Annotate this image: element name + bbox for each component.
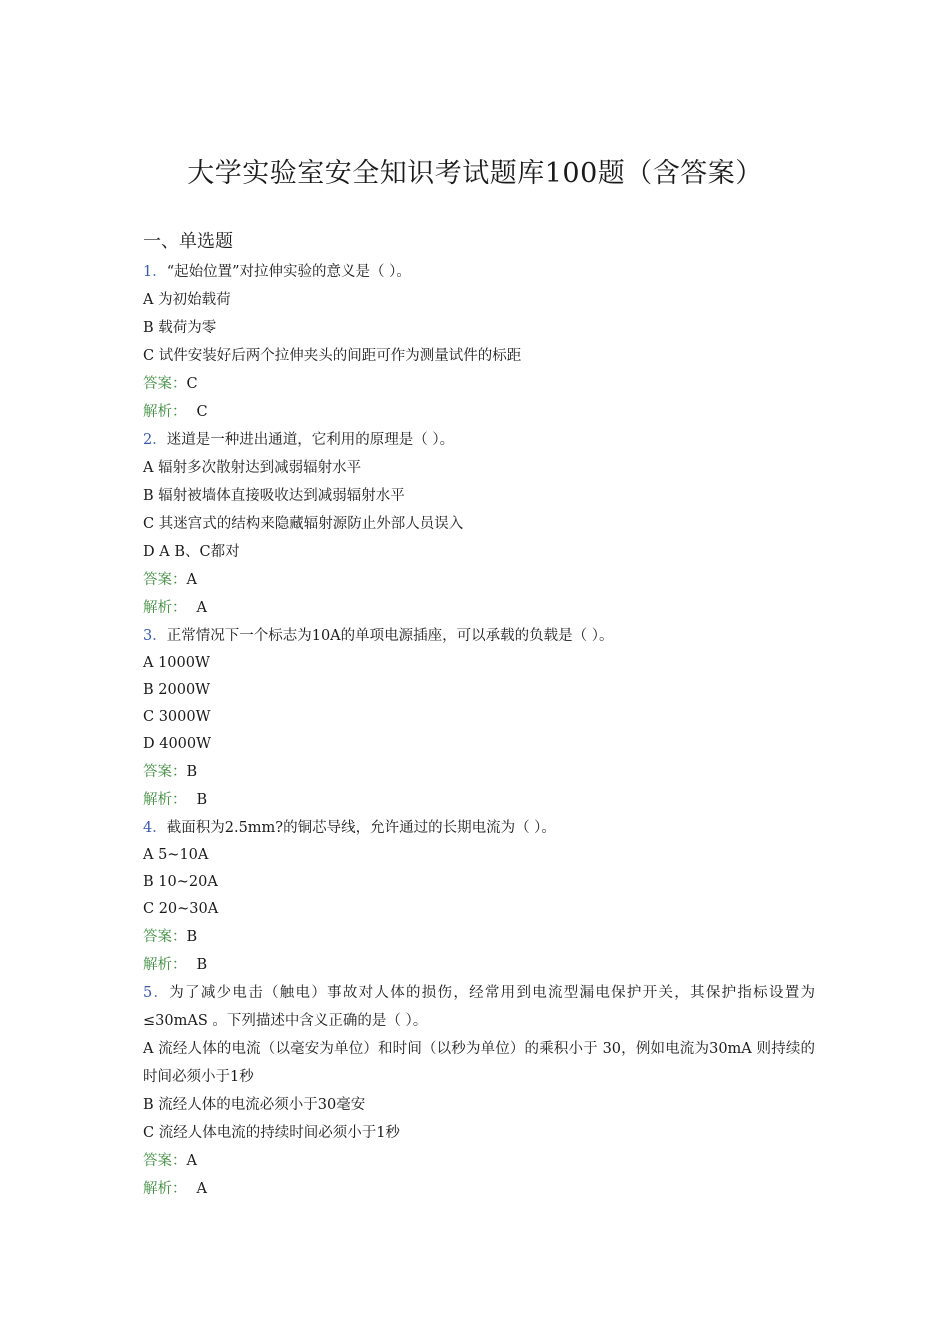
analysis-label: 解析： (143, 957, 187, 973)
question-text: 迷道是一种进出通道，它利用的原理是（ ）。 (166, 432, 455, 448)
question-1 (143, 258, 815, 426)
analysis-label: 解析： (143, 792, 187, 808)
answer-label: 答案： (143, 764, 187, 780)
section-heading: 一、单选题 (143, 231, 233, 252)
option-a: A 辐射多次散射达到减弱辐射水平 (143, 460, 362, 476)
option-c: C 流经人体电流的持续时间必须小于1秒 (143, 1125, 400, 1141)
analysis-value: B (196, 957, 208, 973)
question-text: 正常情况下一个标志为10A的单项电源插座，可以承载的负载是（ ）。 (166, 628, 614, 644)
analysis-value: A (196, 1181, 207, 1197)
option-a: A 1000W (143, 655, 210, 671)
question-number: 4． (143, 820, 167, 836)
question-4 (143, 814, 815, 979)
option-b: B 2000W (143, 682, 211, 698)
option-b: B 流经人体的电流必须小于30毫安 (143, 1097, 366, 1113)
question-5 (143, 979, 815, 1203)
option-b: B 辐射被墙体直接吸收达到减弱辐射水平 (143, 488, 405, 504)
option-d: D 4000W (143, 736, 212, 752)
option-c: C 3000W (143, 709, 211, 725)
analysis-label: 解析： (143, 1181, 187, 1197)
page-title: 大学实验室安全知识考试题库100题（含答案） (187, 158, 763, 189)
answer-value: C (186, 376, 198, 392)
analysis-label: 解析： (143, 404, 187, 420)
question-number: 5． (143, 985, 170, 1001)
answer-value: B (186, 764, 198, 780)
option-c: C 试件安装好后两个拉伸夹头的间距可作为测量试件的标距 (143, 348, 522, 364)
question-text: 截面积为2.5mm?的铜芯导线，允许通过的长期电流为（ ）。 (166, 820, 556, 836)
analysis-value: B (196, 792, 208, 808)
question-2 (143, 426, 815, 622)
option-b: B 10~20A (143, 874, 218, 890)
question-text: “起始位置”对拉伸实验的意义是（ ）。 (166, 264, 411, 280)
answer-label: 答案： (143, 929, 187, 945)
answer-label: 答案： (143, 1153, 187, 1169)
question-number: 3． (143, 628, 167, 644)
option-b: B 载荷为零 (143, 320, 217, 336)
analysis-value: C (196, 404, 208, 420)
option-c: C 20~30A (143, 901, 219, 917)
option-c: C 其迷宫式的结构来隐藏辐射源防止外部人员误入 (143, 516, 464, 532)
answer-value: A (186, 1153, 197, 1169)
answer-value: B (186, 929, 198, 945)
option-a: A 流经人体的电流（以毫安为单位）和时间（以秒为单位）的乘积小于 30，例如电流为30mA 则持续的时间必须小于1秒 (143, 1041, 815, 1085)
option-a: A 为初始载荷 (143, 292, 231, 308)
analysis-value: A (196, 600, 207, 616)
question-list (143, 230, 815, 1203)
option-a: A 5~10A (143, 847, 209, 863)
option-d: D A B、C都对 (143, 544, 240, 560)
question-number: 1． (143, 264, 167, 280)
analysis-label: 解析： (143, 600, 187, 616)
answer-label: 答案： (143, 376, 187, 392)
question-3 (143, 622, 815, 814)
answer-value: A (186, 572, 197, 588)
question-text: 为了减少电击（触电）事故对人体的损伤，经常用到电流型漏电保护开关，其保护指标设置为≤30mAS 。下列描述中含义正确的是（ ）。 (143, 985, 815, 1029)
answer-label: 答案： (143, 572, 187, 588)
question-number: 2． (143, 432, 167, 448)
